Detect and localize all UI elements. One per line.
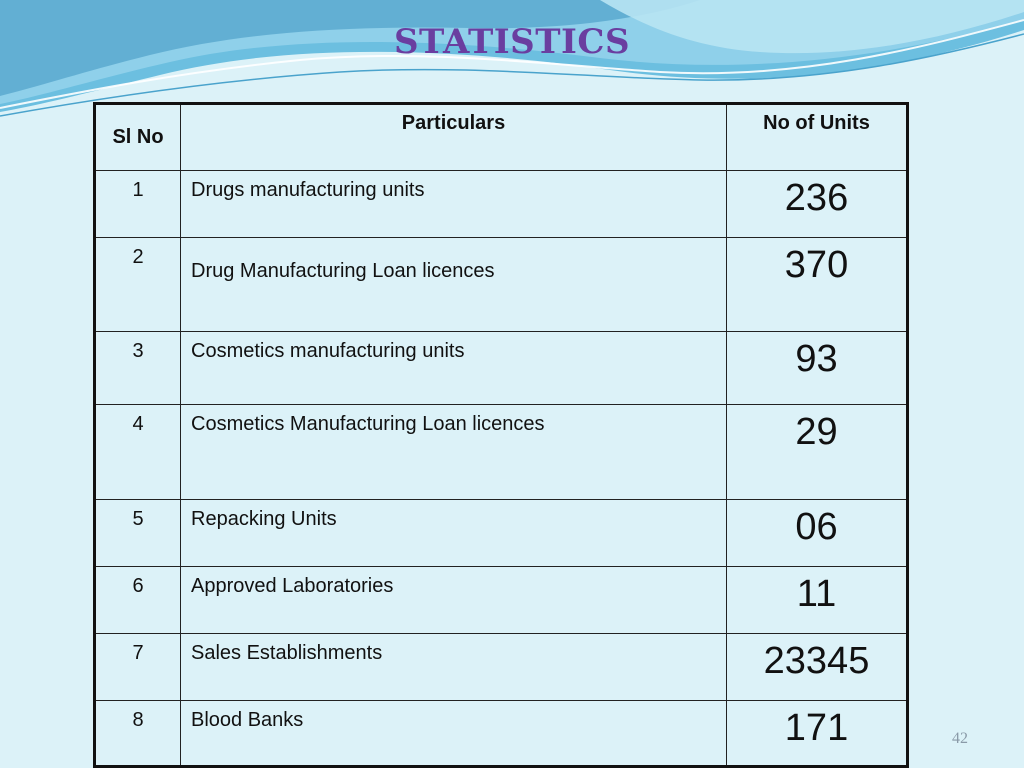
statistics-table bbox=[93, 102, 909, 768]
sl-no-cell: 6 bbox=[95, 567, 181, 634]
table-row bbox=[95, 238, 908, 332]
particulars-cell: Drug Manufacturing Loan licences bbox=[181, 238, 727, 332]
particulars-cell: Cosmetics manufacturing units bbox=[181, 332, 727, 405]
units-cell: 236 bbox=[727, 171, 908, 238]
particulars-cell: Blood Banks bbox=[181, 701, 727, 767]
header-particulars: Particulars bbox=[181, 104, 727, 171]
units-cell: 11 bbox=[727, 567, 908, 634]
page-number: 42 bbox=[952, 730, 968, 747]
sl-no-cell: 4 bbox=[95, 405, 181, 500]
page-title: STATISTICS bbox=[393, 22, 631, 62]
sl-no-cell: 3 bbox=[95, 332, 181, 405]
table-row bbox=[95, 634, 908, 701]
table-row bbox=[95, 701, 908, 767]
units-cell: 171 bbox=[727, 701, 908, 767]
particulars-cell: Drugs manufacturing units bbox=[181, 171, 727, 238]
units-cell: 370 bbox=[727, 238, 908, 332]
particulars-cell: Sales Establishments bbox=[181, 634, 727, 701]
particulars-cell: Approved Laboratories bbox=[181, 567, 727, 634]
sl-no-cell: 7 bbox=[95, 634, 181, 701]
sl-no-cell: 8 bbox=[95, 701, 181, 767]
units-cell: 29 bbox=[727, 405, 908, 500]
table-row bbox=[95, 500, 908, 567]
sl-no-cell: 1 bbox=[95, 171, 181, 238]
table-row bbox=[95, 171, 908, 238]
particulars-cell: Repacking Units bbox=[181, 500, 727, 567]
header-no-of-units: No of Units bbox=[727, 104, 908, 171]
sl-no-cell: 2 bbox=[95, 238, 181, 332]
table-row bbox=[95, 405, 908, 500]
table-header-row bbox=[95, 104, 908, 171]
units-cell: 06 bbox=[727, 500, 908, 567]
units-cell: 93 bbox=[727, 332, 908, 405]
sl-no-cell: 5 bbox=[95, 500, 181, 567]
table-row bbox=[95, 567, 908, 634]
particulars-cell: Cosmetics Manufacturing Loan licences bbox=[181, 405, 727, 500]
table-row bbox=[95, 332, 908, 405]
units-cell: 23345 bbox=[727, 634, 908, 701]
header-sl-no: Sl No bbox=[95, 104, 181, 171]
